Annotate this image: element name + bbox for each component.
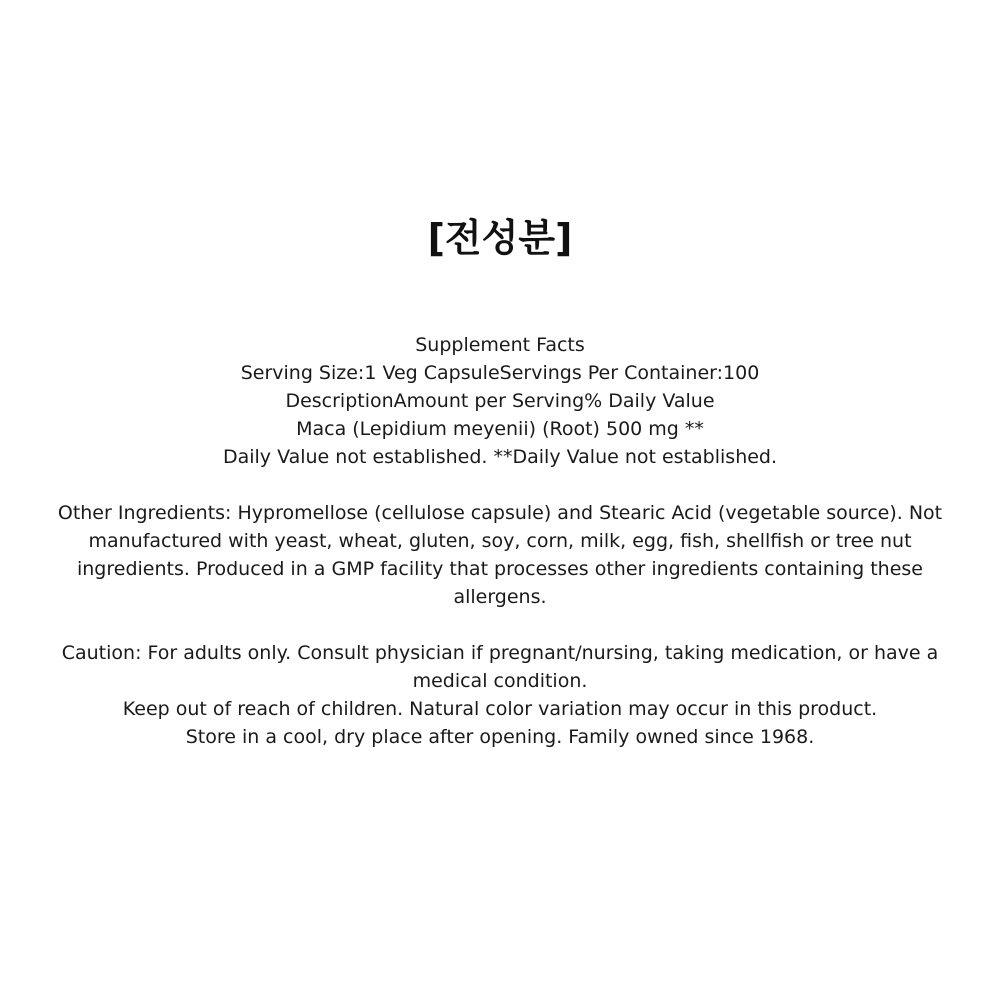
storage-line: Store in a cool, dry place after opening. Family owned since 1968.	[185, 726, 815, 748]
ingredients-text-block	[30, 331, 970, 751]
caution-paragraph: Caution: For adults only. Consult physician if pregnant/nursing, taking medication, or have a medical condition.	[61, 642, 939, 692]
serving-info: Serving Size:1 Veg CapsuleServings Per Container:100	[240, 362, 760, 384]
paragraph-spacer	[30, 471, 970, 499]
ingredient-line: Maca (Lepidium meyenii) (Root) 500 mg **	[296, 418, 704, 440]
facts-columns: DescriptionAmount per Serving% Daily Value	[285, 390, 715, 412]
paragraph-spacer	[30, 611, 970, 639]
daily-value-note: Daily Value not established. **Daily Value not established.	[222, 446, 778, 468]
supplement-facts-heading: Supplement Facts	[415, 334, 585, 356]
other-ingredients-paragraph: Other Ingredients: Hypromellose (cellulose capsule) and Stearic Acid (vegetable source). Not manufactured with yeast, wheat, gluten, soy, corn, milk, egg, fish, shellfish or tree nut ingredients. Produced in a GMP facility that processes other ingredients containing these allergens.	[57, 502, 943, 608]
page-title: [전성분]	[427, 216, 573, 260]
keep-away-line: Keep out of reach of children. Natural color variation may occur in this product.	[122, 698, 878, 720]
